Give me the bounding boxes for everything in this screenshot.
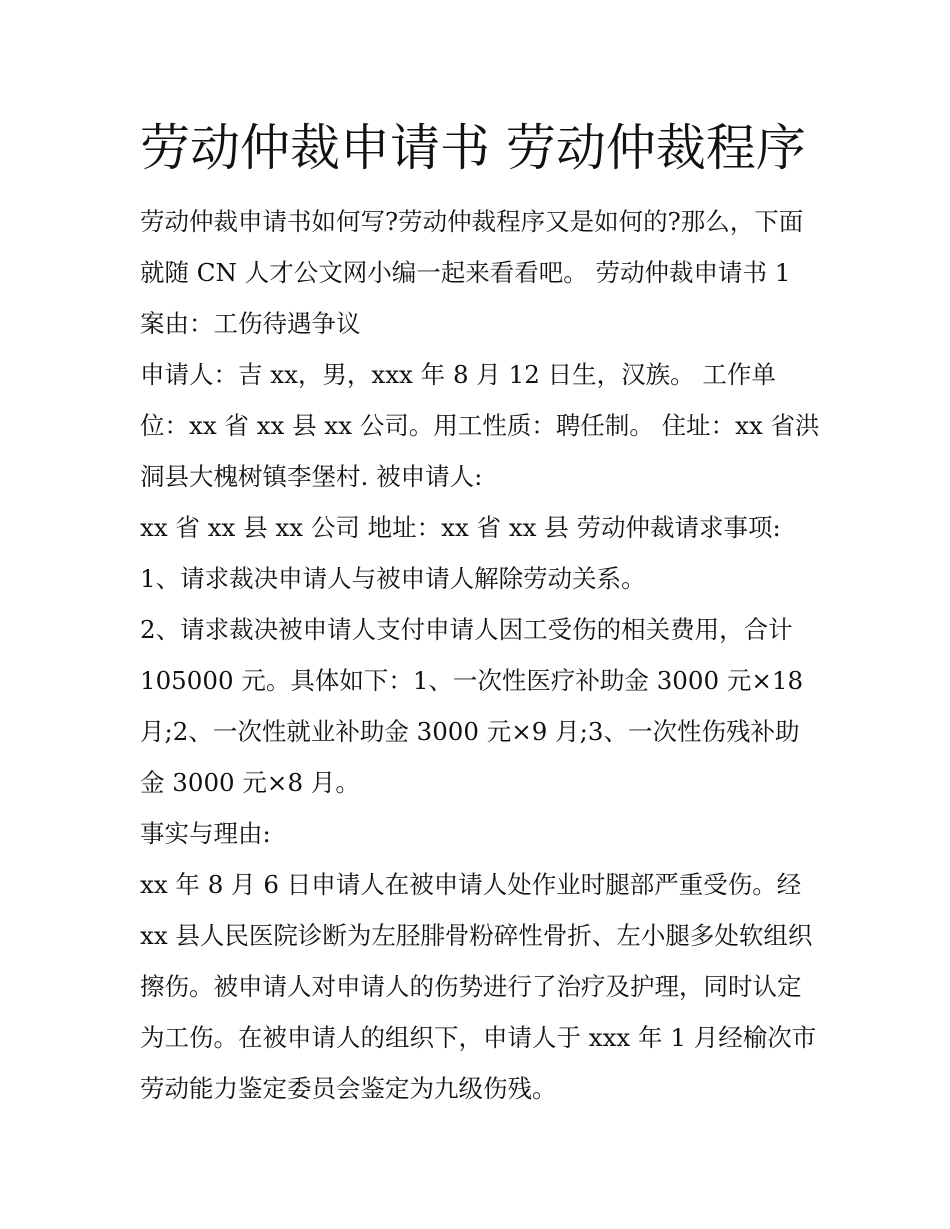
document-title: 劳动仲裁申请书 劳动仲裁程序	[140, 119, 806, 177]
paragraph-applicant: 申请人：吉 xx，男，xxx 年 8 月 12 日生，汉族。 工作单位：xx 省 xx 县 xx 公司。用工性质：聘任制。 住址：xx 省洪洞县大槐树镇李堡村. 被申请人:	[140, 360, 820, 491]
paragraph-facts-heading: 事实与理由:	[140, 819, 271, 848]
paragraph-respondent-claims: xx 省 xx 县 xx 公司 地址：xx 省 xx 县 劳动仲裁请求事项: 1、请求裁决申请人与被申请人解除劳动关系。	[140, 513, 781, 593]
document-body	[140, 196, 820, 1114]
paragraph-compensation: 2、请求裁决被申请人支付申请人因工受伤的相关费用，合计 105000 元。具体如下：1、一次性医疗补助金 3000 元×18 月;2、一次性就业补助金 3000 元×9 月;3、一次性伤残补助金 3000 元×8 月。	[140, 615, 804, 797]
paragraph-facts: xx 年 8 月 6 日申请人在被申请人处作业时腿部严重受伤。经 xx 县人民医院诊断为左胫腓骨粉碎性骨折、左小腿多处软组织擦伤。被申请人对申请人的伤势进行了治疗及护理，同时认定为工伤。在被申请人的组织下，申请人于 xxx 年 1 月经榆次市劳动能力鉴定委员会鉴定为九级伤残。	[140, 870, 817, 1103]
paragraph-intro: 劳动仲裁申请书如何写?劳动仲裁程序又是如何的?那么，下面就随 CN 人才公文网小编一起来看看吧。 劳动仲裁申请书 1 案由：工伤待遇争议	[140, 207, 804, 338]
